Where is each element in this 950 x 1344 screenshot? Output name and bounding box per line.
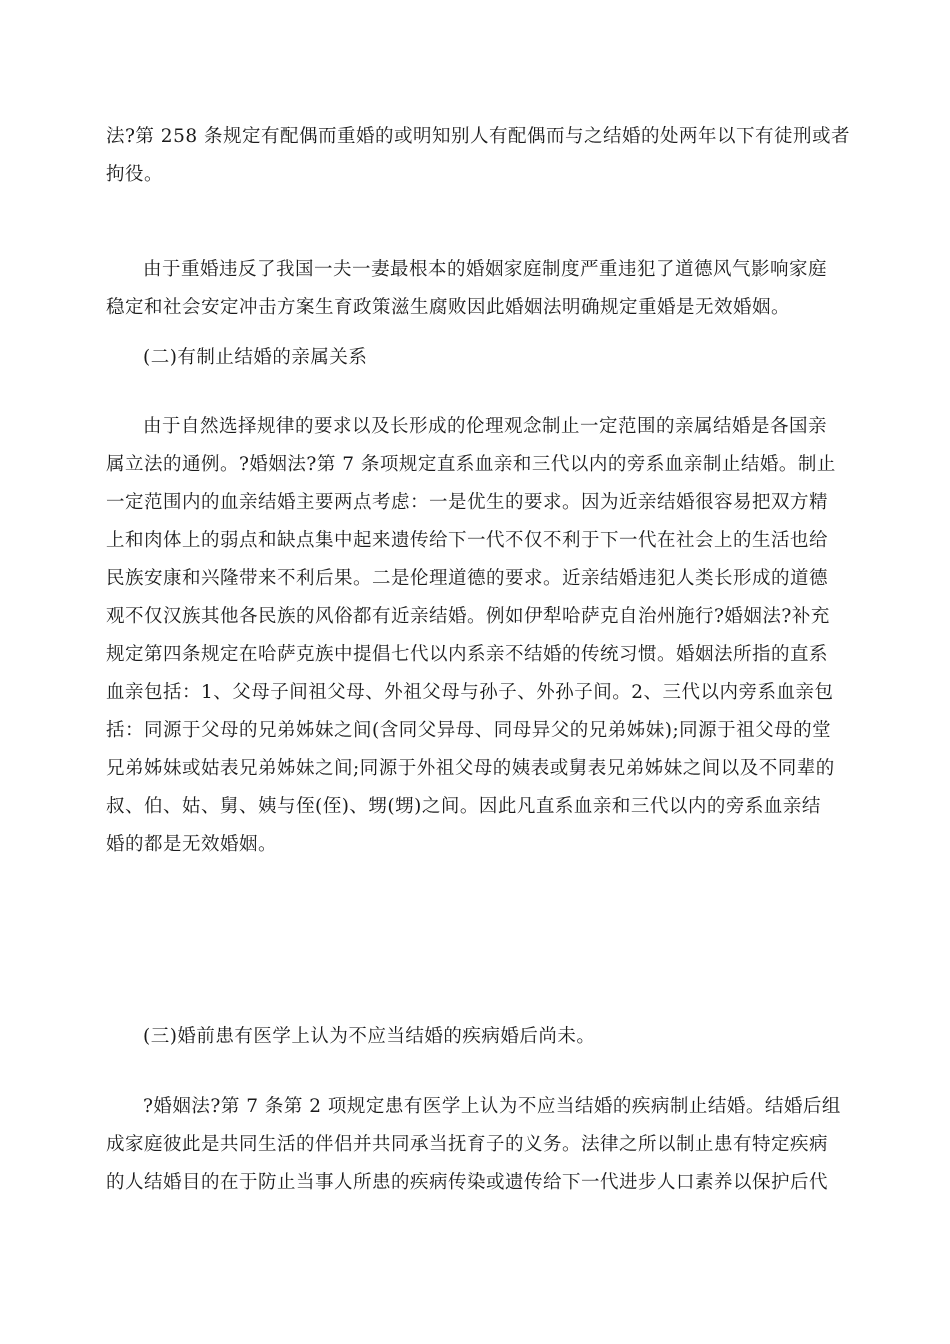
paragraph-bigamy-penalty [106,118,850,194]
text-line: 民族安康和兴隆带来不利后果。二是伦理道德的要求。近亲结婚违犯人类长形成的道德 [106,568,829,589]
paragraph-disease-rules [106,1088,842,1202]
text-line: 的人结婚目的在于防止当事人所患的疾病传染或遗传给下一代进步人口素养以保护后代 [106,1172,829,1193]
text-line: 叔、伯、姑、舅、姨与侄(侄)、甥(甥)之间。因此凡直系血亲和三代以内的旁系血亲结 [106,796,821,817]
text-line: 括：同源于父母的兄弟姊妹之间(含同父异母、同母异父的兄弟姊妹);同源于祖父母的堂 [106,720,832,741]
paragraph-kinship-rules [106,408,842,864]
text-line: ?婚姻法?第 7 条第 2 项规定患有医学上认为不应当结婚的疾病制止结婚。结婚后组 [143,1096,841,1117]
text-line: 法?第 258 条规定有配偶而重婚的或明知别人有配偶而与之结婚的处两年以下有徒刑或者 [106,126,850,147]
text-line: 属立法的通例。?婚姻法?第 7 条项规定直系血亲和三代以内的旁系血亲制止结婚。制止 [106,454,836,475]
text-line: 稳定和社会安定冲击方案生育政策滋生腐败因此婚姻法明确规定重婚是无效婚姻。 [106,297,791,318]
text-line: 由于自然选择规律的要求以及长形成的伦理观念制止一定范围的亲属结婚是各国亲 [143,416,828,437]
heading-text: (三)婚前患有医学上认为不应当结婚的疾病婚后尚未。 [143,1026,596,1047]
section-heading-disease [106,1018,842,1056]
heading-text: (二)有制止结婚的亲属关系 [143,347,368,368]
text-line: 婚的都是无效婚姻。 [106,834,278,855]
section-heading-kinship [106,339,842,377]
text-line: 兄弟姊妹或姑表兄弟姊妹之间;同源于外祖父母的姨表或舅表兄弟姊妹之间以及不同辈的 [106,758,835,779]
text-line: 由于重婚违反了我国一夫一妻最根本的婚姻家庭制度严重违犯了道德风气影响家庭 [143,259,828,280]
paragraph-bigamy-invalid [106,251,842,327]
text-line: 成家庭彼此是共同生活的伴侣并共同承当抚育子的义务。法律之所以制止患有特定疾病 [106,1134,829,1155]
text-line: 一定范围内的血亲结婚主要两点考虑：一是优生的要求。因为近亲结婚很容易把双方精 [106,492,829,513]
text-line: 上和肉体上的弱点和缺点集中起来遗传给下一代不仅不利于下一代在社会上的生活也给 [106,530,829,551]
text-line: 观不仅汉族其他各民族的风俗都有近亲结婚。例如伊犁哈萨克自治州施行?婚姻法?补充 [106,606,830,627]
text-line: 规定第四条规定在哈萨克族中提倡七代以内系亲不结婚的传统习惯。婚姻法所指的直系 [106,644,829,665]
text-line: 拘役。 [106,164,164,185]
text-line: 血亲包括：1、父母子间祖父母、外祖父母与孙子、外孙子间。2、三代以内旁系血亲包 [106,682,834,703]
